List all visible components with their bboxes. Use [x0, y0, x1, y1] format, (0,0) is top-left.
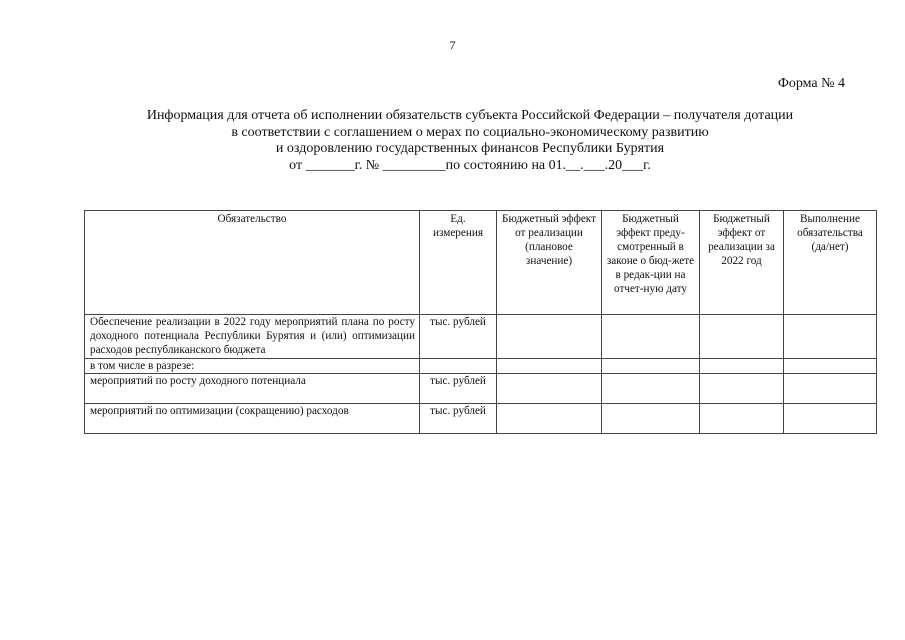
- row-cell[interactable]: [602, 374, 700, 404]
- title-line-4: от _______г. № _________по состоянию на 01.__.___.20___г.: [289, 157, 651, 173]
- title-line-2: в соответствии с соглашением о мерах по социально-экономическому развитию: [231, 124, 709, 140]
- row-cell[interactable]: [602, 404, 700, 434]
- row-cell[interactable]: [784, 315, 877, 359]
- row-name: в том числе в разрезе:: [85, 359, 420, 374]
- row-cell[interactable]: [700, 404, 784, 434]
- row-cell[interactable]: [700, 359, 784, 374]
- row-cell[interactable]: [497, 404, 602, 434]
- header-actual-effect: Бюджетный эффект от реализации за 2022 год: [700, 211, 784, 315]
- header-law-effect: Бюджетный эффект преду-смотренный в законе о бюд-жете в редак-ции на отчет-ную дату: [602, 211, 700, 315]
- row-cell[interactable]: [602, 359, 700, 374]
- header-planned-effect: Бюджетный эффект от реализации (плановое значение): [497, 211, 602, 315]
- form-label: Форма № 4: [777, 76, 845, 91]
- row-cell[interactable]: [602, 315, 700, 359]
- row-cell[interactable]: [784, 359, 877, 374]
- row-cell[interactable]: [497, 374, 602, 404]
- row-cell[interactable]: [700, 374, 784, 404]
- header-unit: Ед. измерения: [420, 211, 497, 315]
- row-name: мероприятий по оптимизации (сокращению) расходов: [85, 404, 420, 434]
- row-unit: [420, 359, 497, 374]
- row-unit: тыс. рублей: [420, 404, 497, 434]
- title-line-3: и оздоровлению государственных финансов Республики Бурятия: [275, 141, 665, 156]
- row-cell[interactable]: [784, 404, 877, 434]
- table-row: [85, 359, 877, 374]
- table-row: [85, 315, 877, 359]
- obligations-table: [84, 210, 877, 434]
- row-cell[interactable]: [497, 359, 602, 374]
- row-cell[interactable]: [497, 315, 602, 359]
- row-unit: тыс. рублей: [420, 374, 497, 404]
- table-row: [85, 374, 877, 404]
- row-cell[interactable]: [700, 315, 784, 359]
- table-row: [85, 404, 877, 434]
- row-unit: тыс. рублей: [420, 315, 497, 359]
- header-fulfillment: Выполнение обязательства (да/нет): [784, 211, 877, 315]
- row-cell[interactable]: [784, 374, 877, 404]
- document-title: [60, 108, 880, 174]
- header-obligation: Обязательство: [85, 211, 420, 315]
- table-header-row: [85, 211, 877, 315]
- row-name: мероприятий по росту доходного потенциала: [85, 374, 420, 404]
- page-number: 7: [449, 38, 456, 52]
- row-name: Обеспечение реализации в 2022 году мероприятий плана по росту доходного потенциала Республики Бурятия и (или) оптимизации расходов республиканского бюджета: [85, 315, 420, 359]
- title-line-1: Информация для отчета об исполнении обязательств субъекта Российской Федерации – получателя дотации: [146, 108, 794, 123]
